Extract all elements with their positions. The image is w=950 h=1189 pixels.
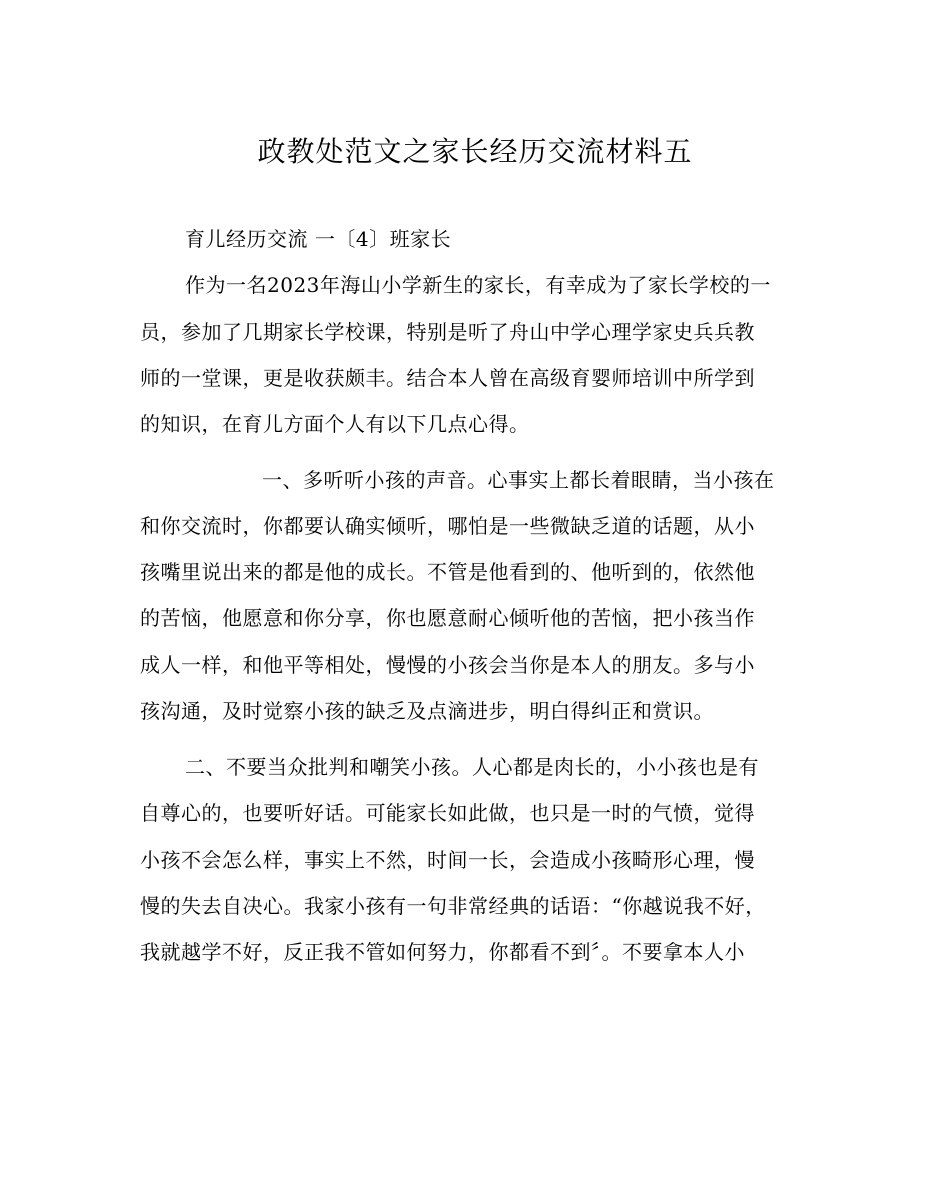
- paragraph-line-subtitle: 育儿经历交流 一〔4〕班家长: [185, 227, 452, 251]
- paragraph-line: 和你交流时，你都要认确实倾听，哪怕是一些微缺乏道的话题，从小: [140, 514, 755, 538]
- paragraph-line: 师的一堂课，更是收获颇丰。结合本人曾在高级育婴师培训中所学到: [140, 366, 755, 390]
- paragraph-line: 成人一样，和他平等相处，慢慢的小孩会当你是本人的朋友。多与小: [140, 653, 755, 677]
- paragraph-line: 孩沟通，及时觉察小孩的缺乏及点滴进步，明白得纠正和赏识。: [140, 699, 714, 723]
- document-title: 政教处范文之家长经历交流材料五: [257, 135, 693, 168]
- paragraph-line: 我就越学不好，反正我不管如何努力，你都看不到〞。不要拿本人小: [140, 940, 745, 964]
- paragraph-line: 自尊心的，也要听好话。可能家长如此做，也只是一时的气愤，觉得: [140, 801, 755, 825]
- paragraph-line: 小孩不会怎么样，事实上不然，时间一长，会造成小孩畸形心理，慢: [140, 848, 755, 872]
- paragraph-line: 员，参加了几期家长学校课，特别是听了舟山中学心理学家史兵兵教: [140, 320, 755, 344]
- paragraph-line: 慢的失去自决心。我家小孩有一句非常经典的话语：“你越说我不好，: [140, 894, 766, 918]
- paragraph-line: 的苦恼，他愿意和你分享，你也愿意耐心倾听他的苦恼，把小孩当作: [140, 606, 755, 630]
- paragraph-line: 一、多听听小孩的声音。心事实上都长着眼睛，当小孩在: [262, 468, 775, 492]
- paragraph-line: 二、不要当众批判和嘲笑小孩。人心都是肉长的，小小孩也是有: [185, 755, 759, 779]
- paragraph-line: 作为一名2023年海山小学新生的家长，有幸成为了家长学校的一: [185, 273, 771, 297]
- paragraph-line: 孩嘴里说出来的都是他的成长。不管是他看到的、他听到的，依然他: [140, 560, 755, 584]
- paragraph-line: 的知识，在育儿方面个人有以下几点心得。: [140, 412, 530, 436]
